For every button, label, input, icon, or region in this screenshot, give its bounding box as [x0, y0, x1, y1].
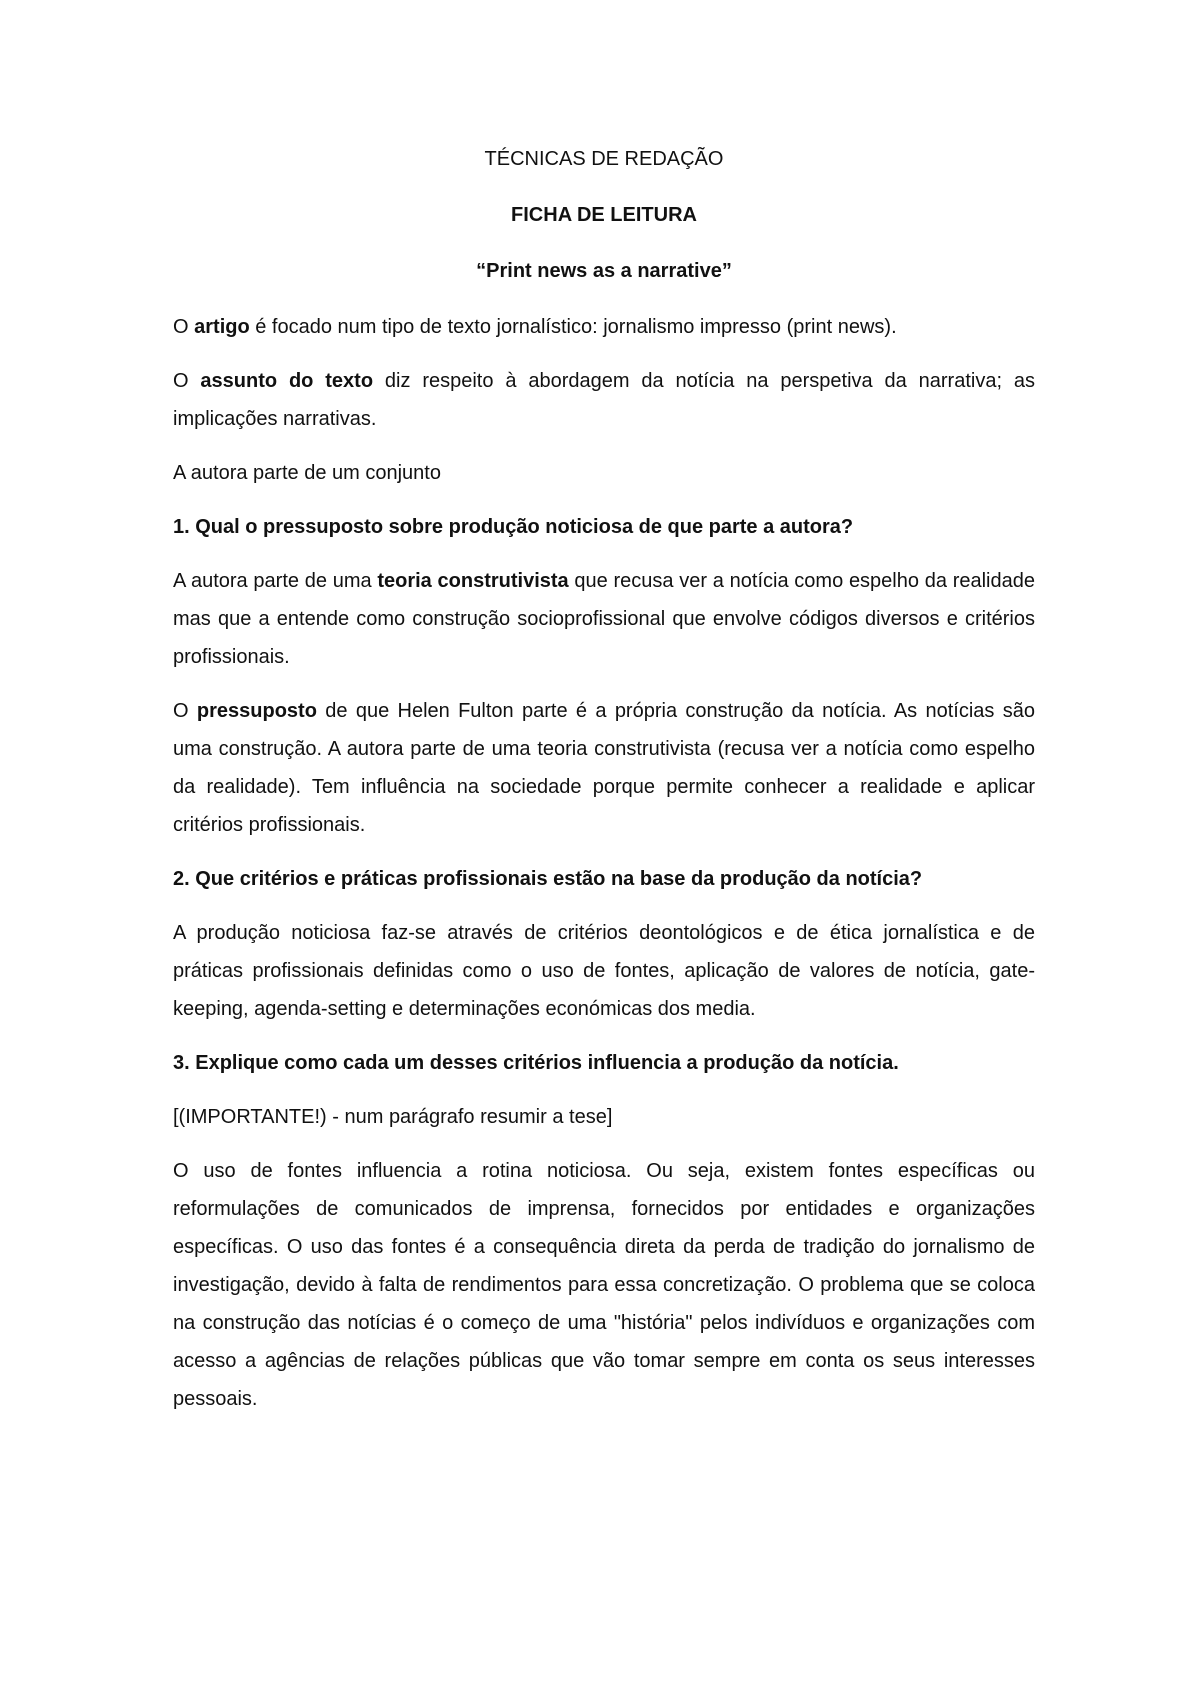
question-2: 2. Que critérios e práticas profissionais estão na base da produção da notícia? [173, 868, 923, 890]
keyword-artigo: artigo [194, 316, 250, 338]
question-1: 1. Qual o pressuposto sobre produção noticiosa de que parte a autora? [173, 516, 854, 538]
note-important: [(IMPORTANTE!) - num parágrafo resumir a tese] [173, 1106, 613, 1128]
answer-3: O uso de fontes influencia a rotina noticiosa. Ou seja, existem fontes específicas ou reformulações de comunicados de imprensa, fornecidos por entidades e organizações específicas. O uso das fontes é a consequência direta da perda de tradição do jornalismo de investigação, devido à falta de rendimentos para essa concretização. O problema que se coloca na construção das notícias é o começo de uma "história" pelos indivíduos e organizações com acesso a agências de relações públicas que vão tomar sempre em conta os seus interesses pessoais. [173, 1160, 1035, 1410]
answer-2: A produção noticiosa faz-se através de critérios deontológicos e de ética jornalística e de práticas profissionais definidas como o uso de fontes, aplicação de valores de notícia, gate-keeping, agenda-setting e determinações económicas dos media. [173, 922, 1035, 1020]
keyword-teoria: teoria construtivista [377, 570, 569, 592]
article-title: “Print news as a narrative” [476, 260, 732, 282]
intro-paragraph-3: A autora parte de um conjunto [173, 462, 441, 484]
answer-1-paragraph-1: A autora parte de uma teoria construtivista que recusa ver a notícia como espelho da realidade mas que a entende como construção socioprofissional que envolve códigos diversos e critérios profissionais. [173, 570, 1035, 668]
course-title: TÉCNICAS DE REDAÇÃO [484, 148, 724, 170]
keyword-assunto: assunto do texto [200, 370, 374, 392]
answer-1-paragraph-2: O pressuposto de que Helen Fulton parte é a própria construção da notícia. As notícias são uma construção. A autora parte de uma teoria construtivista (recusa ver a notícia como espelho da realidade). Tem influência na sociedade porque permite conhecer a realidade e aplicar critérios profissionais. [173, 700, 1035, 836]
doc-type-heading: FICHA DE LEITURA [511, 204, 697, 226]
keyword-pressuposto: pressuposto [196, 700, 317, 722]
intro-paragraph-2: O assunto do texto diz respeito à abordagem da notícia na perspetiva da narrativa; as implicações narrativas. [173, 370, 1035, 430]
document-page [173, 140, 1035, 1434]
question-3: 3. Explique como cada um desses critérios influencia a produção da notícia. [173, 1052, 899, 1074]
intro-paragraph-1: O artigo é focado num tipo de texto jornalístico: jornalismo impresso (print news). [173, 316, 897, 338]
